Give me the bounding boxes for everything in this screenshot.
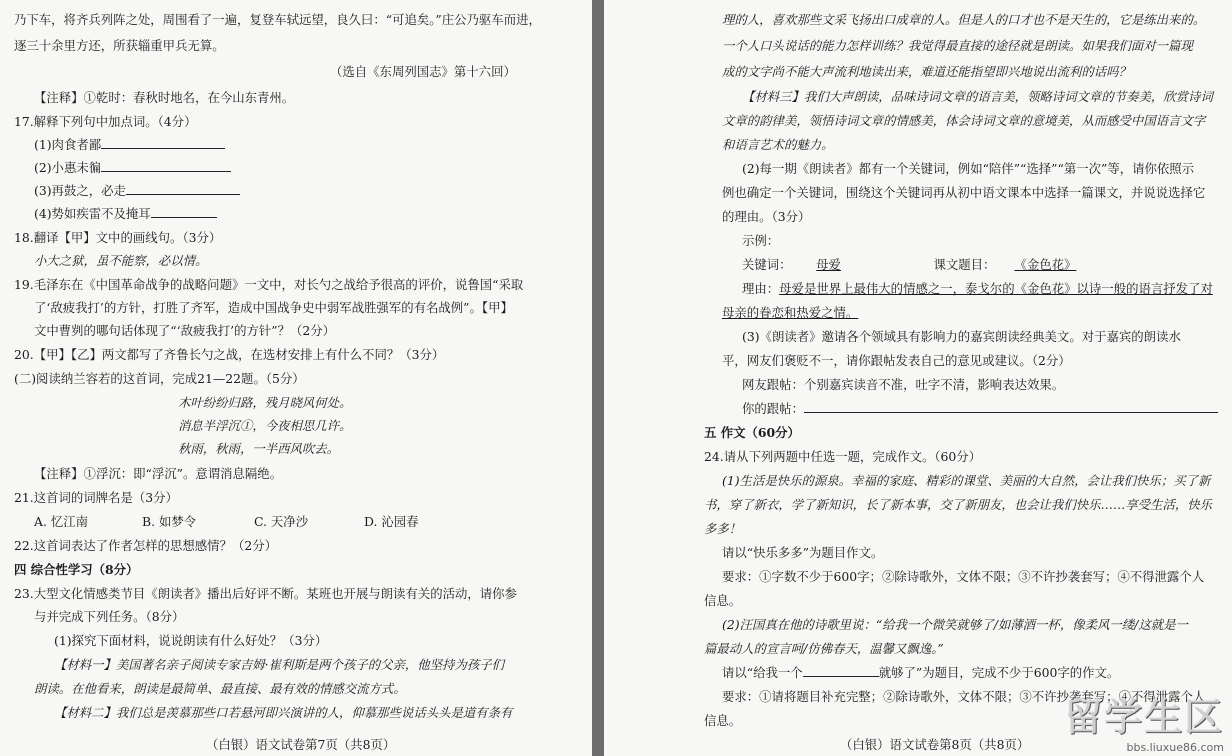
material-3-cont: 文章的韵律美，领悟诗词文章的情感美，体会诗词文章的意境美，从而感受中国语言文字 bbox=[722, 113, 1206, 128]
material-3: 【材料三】我们大声朗读，品味诗词文章的语言美，领略诗词文章的节奏美，欣赏诗词 bbox=[742, 89, 1213, 104]
q18-sentence: 小大之狱，虽不能察，必以情。 bbox=[34, 253, 208, 268]
page-footer: （白银）语文试卷第8页（共8页） bbox=[840, 737, 1030, 752]
material-1: 【材料一】美国著名亲子阅读专家吉姆·崔利斯是两个孩子的父亲，他坚持为孩子们 bbox=[54, 657, 505, 672]
essay-requirements-2: 要求：①请将题目补充完整；②除诗歌外，文体不限；③不许抄袭套写；④不得泄露个人 bbox=[722, 689, 1206, 704]
question-22: 22.这首词表达了作者怎样的思想感情？（2分） bbox=[14, 538, 278, 553]
question-23: 23.大型文化情感类节目《朗读者》播出后好评不断。某班也开展与朗读有关的活动，请你参 bbox=[14, 586, 517, 601]
essay-requirements-1-cont: 信息。 bbox=[704, 593, 742, 608]
essay-option-1-cont: 多多！ bbox=[704, 521, 742, 536]
question-19: 19.毛泽东在《中国革命战争的战略问题》一文中，对长勺之战给予很高的评价，说鲁国“采取 bbox=[14, 277, 524, 292]
question-24: 24.请从下列两题中任选一题，完成作文。（60分） bbox=[704, 449, 982, 464]
poem-note: 【注释】①浮沉：即“浮沉”。意谓消息隔绝。 bbox=[34, 466, 283, 481]
material-3-cont: 和语言艺术的魅力。 bbox=[722, 137, 834, 152]
watermark-logo bbox=[1064, 686, 1224, 754]
question-20: 20.【甲】【乙】两文都写了齐鲁长勺之战，在选材安排上有什么不同？（3分） bbox=[14, 347, 445, 362]
q21-option-b: B. 如梦令 bbox=[142, 514, 197, 529]
essay-option-2-cont: 篇最动人的宣言呵/仿佛春天，温馨又飘逸。” bbox=[704, 641, 944, 656]
page-gutter bbox=[592, 0, 604, 756]
q23-task-2-cont: 例也确定一个关键词，围绕这个关键词再从初中语文课本中选择一篇课文，并说说选择它 bbox=[722, 185, 1206, 200]
q23-task-2: (2)每一期《朗读者》都有一个关键词，例如“陪伴”“选择”“第一次”等，请你依照示 bbox=[742, 161, 1195, 176]
q17-item-3: (3)再鼓之，必走 bbox=[34, 183, 240, 199]
essay-requirements-1: 要求：①字数不少于600字；②除诗歌外，文体不限；③不许抄袭套写；④不得泄露个人 bbox=[722, 569, 1205, 584]
essay-option-1: (1)生活是快乐的源泉。幸福的家庭、精彩的课堂、美丽的大自然，会让我们快乐；买了新 bbox=[722, 473, 1211, 488]
q17-item-4: (4)势如疾雷不及掩耳 bbox=[34, 206, 217, 222]
netizen-reply: 网友跟帖：个别嘉宾读音不准，吐字不清，影响表达效果。 bbox=[742, 377, 1065, 392]
example-reason-cont: 母亲的眷恋和热爱之情。 bbox=[722, 305, 859, 320]
q17-item-2: (2)小惠未徧 bbox=[34, 160, 231, 176]
q23-task-2-cont: 的理由。（3分） bbox=[722, 209, 811, 224]
section-4-heading: 四 综合性学习（8分） bbox=[14, 562, 139, 577]
watermark-logo-text: 留学生区 bbox=[1063, 695, 1224, 739]
material-2-cont: 理的人，喜欢那些文采飞扬出口成章的人。但是人的口才也不是天生的，它是练出来的。 bbox=[722, 12, 1206, 27]
passage-line: 乃下车，将齐兵列阵之处，周围看了一遍，复登车轼远望，良久曰：“可追矣。”庄公乃驱车而进， bbox=[14, 12, 541, 27]
q23-task-1: (1)探究下面材料，说说朗读有什么好处？（3分） bbox=[54, 633, 328, 648]
material-2-cont: 一个人口头说话的能力怎样训练？我觉得最直接的途径就是朗读。如果我们面对一篇现 bbox=[722, 38, 1193, 53]
poem-line-3: 秋雨，秋雨，一半西风吹去。 bbox=[178, 441, 340, 456]
material-2-cont: 成的文字尚不能大声流利地读出来，难道还能指望即兴地说出流利的话吗？ bbox=[722, 64, 1131, 79]
your-reply: 你的跟帖： bbox=[742, 401, 1218, 417]
question-23-cont: 与并完成下列任务。（8分） bbox=[34, 609, 185, 624]
exam-page-7 bbox=[0, 0, 592, 756]
section-2-intro: (二)阅读纳兰容若的这首词，完成21—22题。（5分） bbox=[14, 371, 305, 386]
question-19-cont2: 文中曹刿的哪句话体现了“‘敌疲我打’的方针”？（2分） bbox=[34, 323, 336, 338]
question-21: 21.这首词的词牌名是（3分） bbox=[14, 490, 178, 505]
title-label: 课文题目： bbox=[933, 257, 996, 272]
annotation-note: 【注释】①乾时：春秋时地名，在今山东青州。 bbox=[34, 90, 295, 105]
essay-requirements-2-cont: 信息。 bbox=[704, 713, 742, 728]
q21-option-d: D. 沁园春 bbox=[364, 514, 419, 529]
passage-source: （选自《东周列国志》第十六回） bbox=[330, 64, 516, 79]
material-1-cont: 朗读。在他看来，朗读是最简单、最直接、最有效的情感交流方式。 bbox=[34, 681, 406, 696]
q23-task-3-cont: 平，网友们褒贬不一，请你跟帖发表自己的意见或建议。（2分） bbox=[722, 353, 1071, 368]
poem-line-2: 消息半浮沉①，今夜相思几许。 bbox=[178, 418, 352, 433]
keyword-value: 母爱 bbox=[816, 257, 841, 272]
title-value: 《金色花》 bbox=[1014, 257, 1077, 272]
example-reason: 理由：母爱是世界上最伟大的情感之一，泰戈尔的《金色花》以诗一般的语言抒发了对 bbox=[742, 281, 1213, 296]
exam-page-8 bbox=[604, 0, 1232, 756]
q21-option-a: A. 忆江南 bbox=[34, 514, 88, 529]
material-2: 【材料二】我们总是羡慕那些口若悬河即兴演讲的人，仰慕那些说话头头是道有条有 bbox=[54, 705, 513, 720]
watermark-url: bbs.liuxue86.com bbox=[1126, 741, 1224, 754]
essay-option-2-prompt: 请以“给我一个 就够了”为题目，完成不少于600字的作文。 bbox=[722, 665, 1120, 680]
keyword-label: 关键词： bbox=[742, 257, 792, 272]
passage-line: 逐三十余里方还，所获辎重甲兵无算。 bbox=[14, 38, 225, 53]
page-footer: （白银）语文试卷第7页（共8页） bbox=[206, 737, 396, 752]
question-18: 18.翻译【甲】文中的画线句。（3分） bbox=[14, 230, 222, 245]
poem-line-1: 木叶纷纷归路，残月晓风何处。 bbox=[178, 395, 352, 410]
example-keyword-row bbox=[742, 257, 1095, 273]
essay-option-1-prompt: 请以“快乐多多”为题目作文。 bbox=[722, 545, 884, 560]
example-label: 示例： bbox=[742, 233, 780, 248]
question-17: 17.解释下列句中加点词。（4分） bbox=[14, 114, 197, 129]
q23-task-3: (3)《朗读者》邀请各个领域具有影响力的嘉宾朗读经典美文。对于嘉宾的朗读水 bbox=[742, 329, 1181, 344]
q21-option-c: C. 天净沙 bbox=[254, 514, 309, 529]
essay-option-2: (2)汪国真在他的诗歌里说：“给我一个微笑就够了/如薄酒一杯，像柔风一缕/这就是一 bbox=[722, 617, 1188, 632]
q17-item-1: (1)肉食者鄙 bbox=[34, 137, 225, 153]
essay-option-1-cont: 书，穿了新衣，学了新知识，长了新本事，交了新朋友，也会让我们快乐……享受生活，快乐 bbox=[704, 497, 1213, 512]
question-19-cont: 了‘敌疲我打’的方针，打胜了齐军，造成中国战争史中弱军战胜强军的有名战例”。【甲】 bbox=[34, 300, 513, 315]
section-5-heading: 五 作文（60分） bbox=[704, 425, 800, 440]
